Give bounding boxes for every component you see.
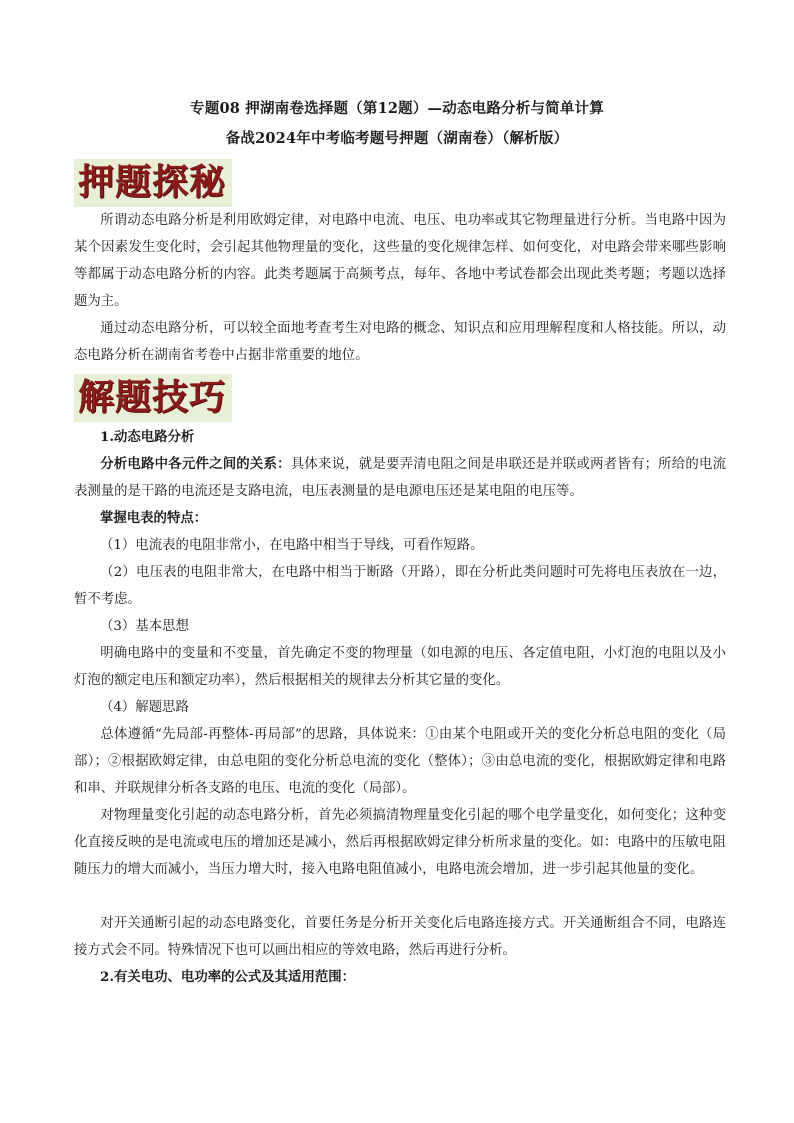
item-basic-idea-text: 明确电路中的变量和不变量，首先确定不变的物理量（如电源的电压、各定值电阻，小灯泡的电阻以及小灯泡的额定电压和额定功率），然后根据相关的规律去分析其它量的变化。: [74, 646, 726, 688]
intro-text-1: 所谓动态电路分析是利用欧姆定律，对电路中电流、电压、电功率或其它物理量进行分析。当电路中因为某个因素发生变化时，会引起其他物理量的变化，这些量的变化规律怎样、如何变化，对电路会带来哪些影响等都属于动态电路分析的内容。此类考题属于高频考点，每年、各地中考试卷都会出现此类考题；考题以选择题为主。: [74, 213, 726, 309]
physical-quantity-text: 对物理量变化引起的动态电路分析，首先必须搞清物理量变化引起的哪个电学量变化，如何变化；这种变化直接反映的是电流或电压的增加还是减小，然后再根据欧姆定律分析所求量的变化。如：电路中的压敏电阻随压力的增大而减小，当压力增大时，接入电路电阻值减小，电路电流会增加，进一步引起其他量的变化。: [74, 808, 726, 877]
relation-text: 具体来说，就是要弄清电阻之间是串联还是并联或两者皆有；所给的电流表测量的是干路的电流还是支路电流，电压表测量的是电源电压还是某电阻的电压等。: [74, 457, 727, 499]
item-ammeter: （1）电流表的电阻非常小，在电路中相当于导线，可看作短路。: [100, 538, 484, 553]
intro-text-2: 通过动态电路分析，可以较全面地考查考生对电路的概念、知识点和应用理解程度和人格技能。所以，动态电路分析在湖南省考卷中占据非常重要的地位。: [74, 321, 726, 363]
item-approach-heading: （4）解题思路: [100, 700, 189, 715]
physical-quantity-paragraph: [74, 802, 726, 883]
item-voltmeter: [74, 559, 726, 613]
intro-paragraph-1: [74, 207, 726, 315]
document-title: 专题08 押湖南卷选择题（第12题）—动态电路分析与简单计算: [190, 100, 604, 117]
heading-power-formulas: 2.有关电功、电功率的公式及其适用范围：: [100, 969, 356, 985]
item-basic-idea: [74, 640, 726, 694]
switch-paragraph: [74, 910, 726, 964]
section-banner-skills: 解题技巧: [74, 374, 232, 422]
item-voltmeter-text: （2）电压表的电阻非常大，在电路中相当于断路（开路），即在分析此类问题时可先将电压表放在一边，暂不考虑。: [74, 565, 726, 607]
section-banner-secret: 押题探秘: [74, 159, 232, 207]
intro-paragraph-2: [74, 315, 726, 369]
relation-label: 分析电路中各元件之间的关系：: [100, 456, 291, 472]
relation-paragraph: [74, 451, 726, 505]
item-basic-idea-heading: （3）基本思想: [100, 619, 189, 634]
item-approach: [74, 721, 726, 802]
document-subtitle: 备战2024年中考临考题号押题（湖南卷）（解析版）: [225, 130, 569, 147]
heading-dynamic-circuit: 1.动态电路分析: [100, 429, 195, 445]
item-approach-text: 总体遵循“先局部-再整体-再局部”的思路，具体说来：①由某个电阻或开关的变化分析总电阻的变化（局部）；②根据欧姆定律，由总电阻的变化分析总电流的变化（整体）；③由总电流的变化，根据欧姆定律和电路和串、并联规律分析各支路的电压、电流的变化（局部）。: [74, 727, 726, 796]
switch-text: 对开关通断引起的动态电路变化，首要任务是分析开关变化后电路连接方式。开关通断组合不同，电路连接方式会不同。特殊情况下也可以画出相应的等效电路，然后再进行分析。: [74, 916, 726, 958]
meter-heading: 掌握电表的特点：: [100, 510, 208, 526]
